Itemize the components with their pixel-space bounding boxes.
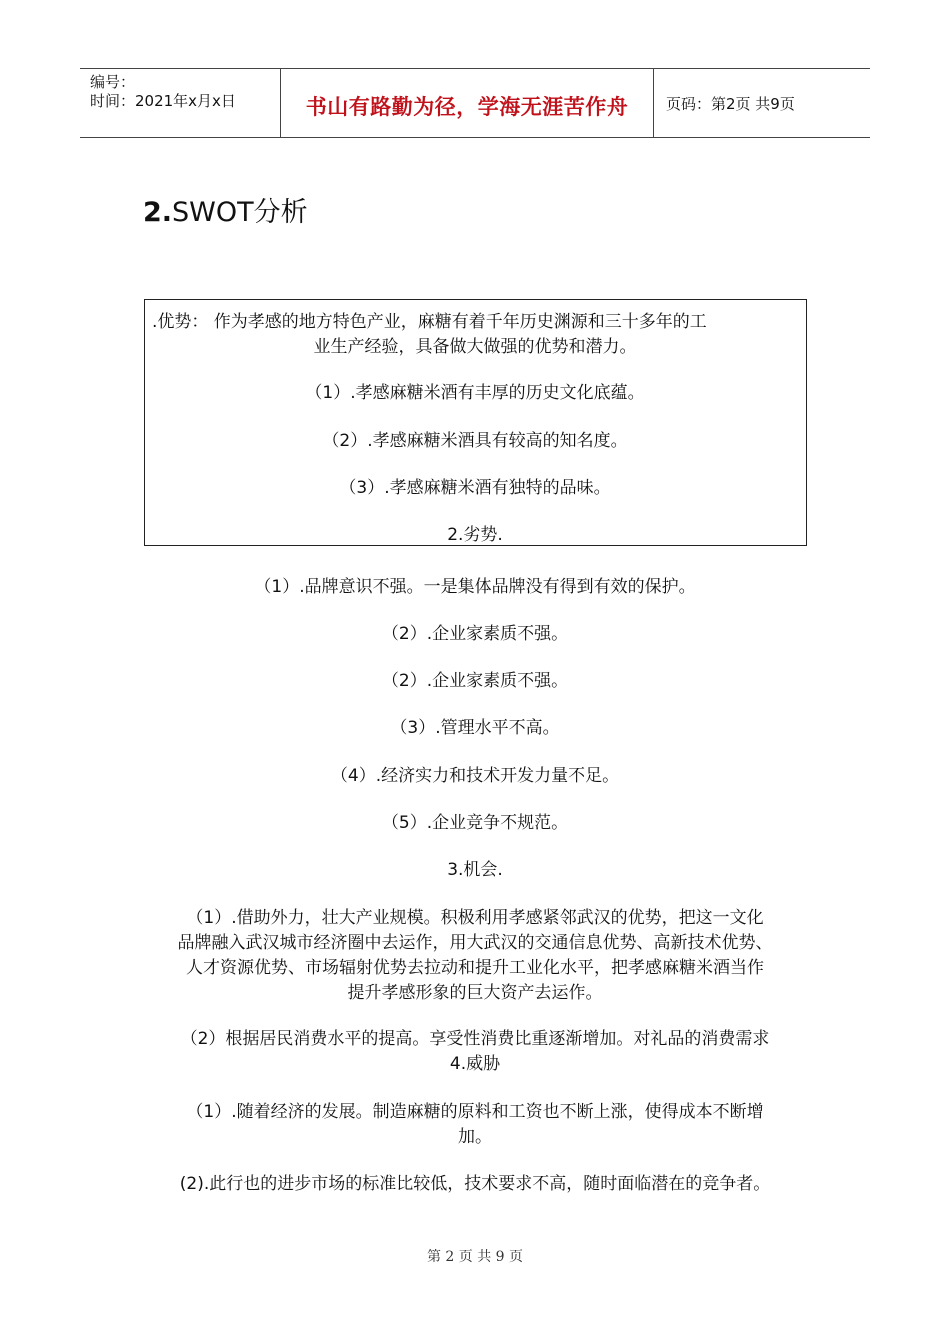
- header-table: [80, 68, 870, 138]
- opportunity-1-line2: 品牌融入武汉城市经济圈中去运作，用大武汉的交通信息优势、高新技术优势、: [177, 933, 773, 953]
- opportunity-1-line1: （1）.借助外力，壮大产业规模。积极利用孝感紧邻武汉的优势，把这一文化: [186, 908, 764, 928]
- threat-1-line2: 加。: [458, 1127, 492, 1147]
- section-title-number: 2.: [143, 197, 173, 228]
- weakness-item-2: （2）.企业家素质不强。: [381, 624, 569, 644]
- opportunity-2: （2）根据居民消费水平的提高。享受性消费比重逐渐增加。对礼品的消费需求: [180, 1029, 770, 1049]
- threats-heading: 4.威胁: [449, 1054, 501, 1074]
- page-footer: 第 2 页 共 9 页: [426, 1249, 524, 1265]
- section-title: [143, 190, 308, 229]
- strength-item-3: （3）.孝感麻糖米酒有独特的品味。: [339, 478, 611, 498]
- number-label: 编号：: [90, 73, 136, 91]
- weakness-item-1: （1）.品牌意识不强。一是集体品牌没有得到有效的保护。: [254, 577, 696, 597]
- time-label: 时间：2021年x月x日: [90, 92, 236, 110]
- header-motto-cell: [281, 69, 654, 137]
- weakness-item-5: （4）.经济实力和技术开发力量不足。: [330, 766, 620, 786]
- strengths-intro-line1: .优势： 作为孝感的地方特色产业，麻糖有着千年历史渊源和三十多年的工: [152, 312, 707, 332]
- weaknesses-heading: 2.劣势.: [447, 525, 503, 545]
- header-info-cell: [80, 69, 281, 137]
- opportunity-1-line4: 提升孝感形象的巨大资产去运作。: [347, 983, 603, 1003]
- opportunities-heading: 3.机会.: [447, 860, 503, 880]
- section-title-text: SWOT分析: [172, 197, 308, 228]
- opportunity-1-line3: 人才资源优势、市场辐射优势去拉动和提升工业化水平，把孝感麻糖米酒当作: [186, 958, 764, 978]
- header-page-cell: [654, 69, 870, 137]
- weakness-item-6: （5）.企业竞争不规范。: [381, 813, 569, 833]
- threat-2: (2).此行也的进步市场的标准比较低，技术要求不高，随时面临潜在的竞争者。: [179, 1174, 771, 1194]
- strengths-intro-line2: 业生产经验，具备做大做强的优势和潜力。: [313, 337, 637, 357]
- threat-1-line1: （1）.随着经济的发展。制造麻糖的原料和工资也不断上涨，使得成本不断增: [186, 1102, 764, 1122]
- strength-item-2: （2）.孝感麻糖米酒具有较高的知名度。: [322, 431, 628, 451]
- weakness-item-4: （3）.管理水平不高。: [390, 718, 560, 738]
- strength-item-1: （1）.孝感麻糖米酒有丰厚的历史文化底蕴。: [305, 383, 645, 403]
- motto-text: 书山有路勤为径，学海无涯苦作舟: [305, 95, 629, 119]
- weakness-item-3: （2）.企业家素质不强。: [381, 671, 569, 691]
- page-label: 页码：第2页 共9页: [666, 95, 795, 113]
